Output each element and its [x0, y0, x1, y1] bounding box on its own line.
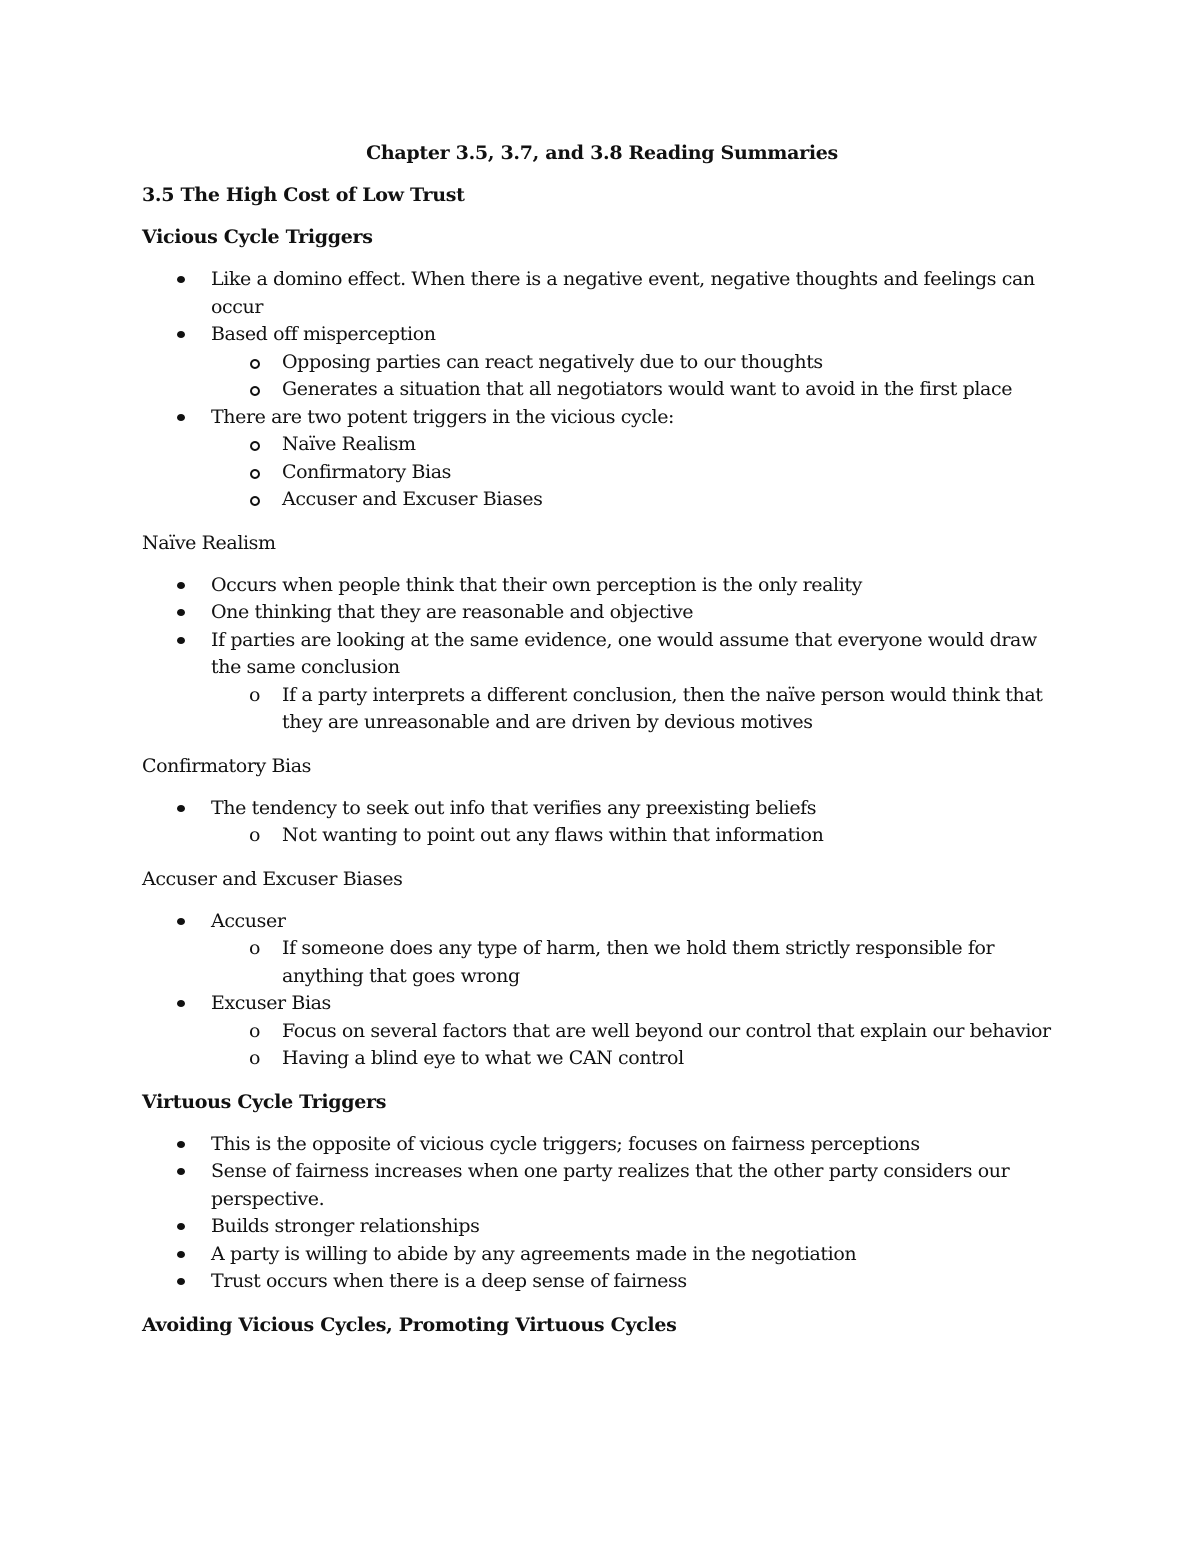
naive-realism-heading: Naïve Realism	[142, 531, 276, 554]
o-marker-icon: o	[249, 937, 261, 959]
avoiding-vicious-cycles-heading: Avoiding Vicious Cycles, Promoting Virtuous Cycles	[142, 1313, 677, 1336]
list-item-text: This is the opposite of vicious cycle triggers; focuses on fairness perceptions	[211, 1132, 920, 1155]
sub-list-item	[142, 822, 1062, 850]
sub-list-item	[142, 682, 1062, 737]
ring-bullet-icon	[250, 441, 260, 451]
bullet-icon	[177, 276, 185, 283]
sub-list-item-text: Having a blind eye to what we CAN control	[282, 1047, 684, 1069]
list-item-text: A party is willing to abide by any agreements made in the negotiation	[211, 1242, 857, 1265]
naive-realism-list	[142, 572, 1062, 737]
sub-list	[211, 1018, 1062, 1073]
list-item	[142, 990, 1062, 1073]
list-item	[142, 1213, 1062, 1241]
document-title: Chapter 3.5, 3.7, and 3.8 Reading Summaries	[366, 142, 838, 164]
accuser-excuser-list	[142, 908, 1062, 1073]
bullet-icon	[177, 414, 185, 421]
virtuous-cycle-heading: Virtuous Cycle Triggers	[142, 1090, 387, 1113]
list-item-text: Builds stronger relationships	[211, 1215, 480, 1237]
sub-list-item	[142, 935, 1062, 990]
section-heading: 3.5 The High Cost of Low Trust	[142, 184, 465, 206]
accuser-excuser-heading: Accuser and Excuser Biases	[142, 867, 403, 890]
sub-list-item-text: Focus on several factors that are well beyond our control that explain our behavior	[282, 1019, 1051, 1042]
bullet-icon	[177, 1223, 185, 1230]
bullet-icon	[177, 918, 185, 925]
list-item	[142, 908, 1062, 991]
sub-list-item-text: Naïve Realism	[282, 433, 416, 455]
list-item	[142, 795, 1062, 850]
list-item	[142, 1158, 1062, 1213]
sub-list	[211, 682, 1062, 737]
sub-list-item-text: If someone does any type of harm, then we hold them strictly responsible for anything that goes wrong	[282, 937, 995, 987]
list-item-text: One thinking that they are reasonable and objective	[211, 601, 694, 623]
sub-list-item	[142, 349, 1062, 377]
sub-list-item-text: Confirmatory Bias	[282, 460, 451, 483]
ring-bullet-icon	[250, 386, 260, 396]
o-marker-icon: o	[249, 1047, 261, 1069]
sub-list	[211, 349, 1062, 404]
sub-list-item-text: Opposing parties can react negatively due to our thoughts	[282, 350, 823, 373]
ring-bullet-icon	[250, 496, 260, 506]
list-item-text: Accuser	[211, 909, 286, 932]
sub-list	[211, 431, 1062, 514]
sub-list-item-text: Not wanting to point out any flaws within that information	[282, 824, 824, 846]
list-item-text: Excuser Bias	[211, 992, 331, 1014]
ring-bullet-icon	[250, 359, 260, 369]
confirmatory-bias-heading: Confirmatory Bias	[142, 754, 311, 777]
list-item-text: Sense of fairness increases when one party realizes that the other party considers our perspective.	[211, 1160, 1010, 1210]
list-item-text: If parties are looking at the same evidence, one would assume that everyone would draw the same conclusion	[211, 628, 1037, 678]
bullet-icon	[177, 637, 185, 644]
list-item-text: The tendency to seek out info that verifies any preexisting beliefs	[211, 796, 817, 819]
bullet-icon	[177, 1000, 185, 1007]
list-item	[142, 1131, 1062, 1159]
bullet-icon	[177, 805, 185, 812]
sub-list-item	[142, 459, 1062, 487]
o-marker-icon: o	[249, 683, 261, 706]
sub-list	[211, 935, 1062, 990]
vicious-cycle-heading: Vicious Cycle Triggers	[142, 226, 373, 248]
virtuous-cycle-list	[142, 1131, 1062, 1296]
vicious-cycle-list	[142, 266, 1062, 514]
bullet-icon	[177, 1168, 185, 1175]
document-page	[142, 140, 1062, 1354]
sub-list-item-text: Accuser and Excuser Biases	[282, 488, 543, 510]
bullet-icon	[177, 1278, 185, 1285]
list-item	[142, 404, 1062, 514]
list-item-text: Based off misperception	[211, 323, 436, 345]
sub-list-item-text: Generates a situation that all negotiators would want to avoid in the first place	[282, 378, 1013, 400]
list-item	[142, 321, 1062, 404]
sub-list-item-text: If a party interprets a different conclusion, then the naïve person would think that they are unreasonable and are driven by devious motives	[282, 683, 1043, 733]
sub-list-item	[142, 486, 1062, 514]
list-item-text: Like a domino effect. When there is a negative event, negative thoughts and feelings can occur	[211, 268, 1035, 318]
sub-list-item	[142, 376, 1062, 404]
list-item	[142, 1268, 1062, 1296]
ring-bullet-icon	[250, 469, 260, 479]
bullet-icon	[177, 582, 185, 589]
bullet-icon	[177, 331, 185, 338]
list-item	[142, 627, 1062, 737]
list-item	[142, 572, 1062, 600]
sub-list-item	[142, 431, 1062, 459]
list-item	[142, 599, 1062, 627]
list-item-text: There are two potent triggers in the vicious cycle:	[211, 405, 675, 428]
o-marker-icon: o	[249, 1019, 261, 1042]
list-item-text: Trust occurs when there is a deep sense of fairness	[211, 1270, 687, 1292]
list-item	[142, 1241, 1062, 1269]
sub-list	[211, 822, 1062, 850]
o-marker-icon: o	[249, 824, 261, 846]
sub-list-item	[142, 1018, 1062, 1046]
bullet-icon	[177, 1251, 185, 1258]
bullet-icon	[177, 1141, 185, 1148]
bullet-icon	[177, 609, 185, 616]
confirmatory-bias-list	[142, 795, 1062, 850]
list-item	[142, 266, 1062, 321]
sub-list-item	[142, 1045, 1062, 1073]
list-item-text: Occurs when people think that their own perception is the only reality	[211, 573, 862, 596]
